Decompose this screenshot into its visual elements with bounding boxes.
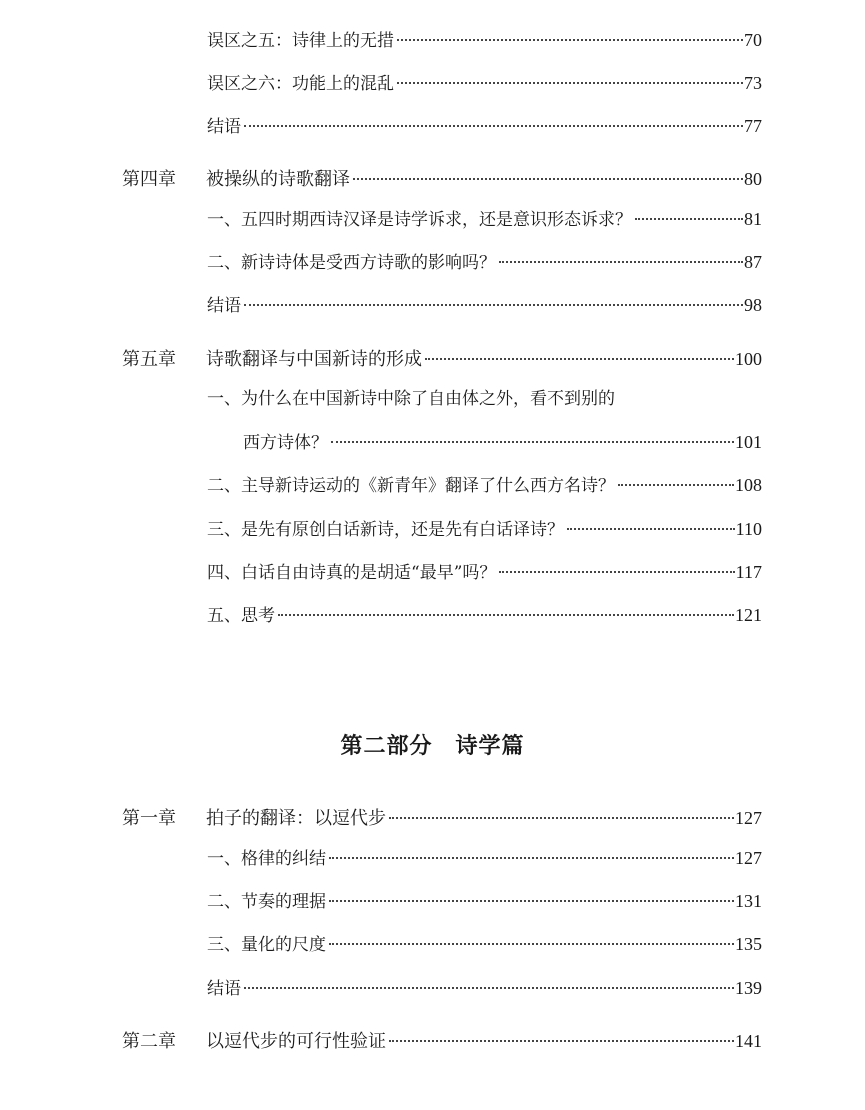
toc-entry [243,430,762,455]
toc-entry-title: 二、节奏的理据 [207,892,326,912]
dot-leader [329,943,734,945]
toc-page-number: 101 [735,432,762,452]
chapter-title: 被操纵的诗歌翻译 [206,169,350,190]
toc-page-number: 73 [744,73,762,93]
toc-page-number: 121 [735,605,762,625]
toc-entry-title: 一、五四时期西诗汉译是诗学诉求，还是意识形态诉求？ [207,210,632,230]
dot-leader [389,1040,734,1042]
toc-page-number: 108 [735,475,762,495]
toc-entry-title: 结语 [207,117,241,137]
part-title: 第二部分 诗学篇 [340,733,525,759]
toc-entry [207,250,762,275]
toc-entry [207,71,762,96]
toc-page-number: 127 [735,808,762,828]
toc-entry-title: 三、量化的尺度 [207,935,326,955]
toc-entry-title: 三、是先有原创白话新诗，还是先有白话译诗？ [207,520,564,540]
toc-entry-title: 二、新诗诗体是受西方诗歌的影响吗？ [207,253,496,273]
toc-chapter-entry [122,1029,762,1054]
toc-entry-title: 结语 [207,979,241,999]
toc-entry [207,976,762,1001]
dot-leader [244,987,734,989]
chapter-number: 第一章 [122,808,176,829]
toc-entry [207,603,762,628]
dot-leader [397,39,743,41]
toc-page-number: 81 [744,209,762,229]
toc-page-number: 127 [735,848,762,868]
toc-entry [207,293,762,318]
toc-entry-title: 结语 [207,296,241,316]
dot-leader [329,857,734,859]
dot-leader [635,218,743,220]
toc-entry [207,889,762,914]
dot-leader [244,304,743,306]
toc-chapter-entry [122,167,762,192]
dot-leader [278,614,734,616]
toc-entry [207,517,762,542]
dot-leader [397,82,743,84]
toc-entry [207,846,762,871]
toc-entry [207,932,762,957]
toc-entry-title-line1: 一、为什么在中国新诗中除了自由体之外，看不到别的 [207,389,615,409]
toc-entry-title: 二、主导新诗运动的《新青年》翻译了什么西方名诗？ [207,476,615,496]
toc-page-number: 77 [744,116,762,136]
dot-leader [499,571,734,573]
toc-page-number: 117 [735,562,762,582]
toc-chapter-entry [122,806,762,831]
chapter-title: 以逗代步的可行性验证 [206,1031,386,1052]
dot-leader [499,261,743,263]
toc-entry [207,473,762,498]
toc-entry-title: 误区之六：功能上的混乱 [207,74,394,94]
toc-page-number: 100 [735,349,762,369]
toc-page-number: 98 [744,295,762,315]
dot-leader [329,900,734,902]
toc-page-number: 70 [744,30,762,50]
toc-page-number: 131 [735,891,762,911]
dot-leader [567,528,735,530]
chapter-number: 第四章 [122,169,176,190]
toc-page-number: 87 [744,252,762,272]
dot-leader [425,358,734,360]
toc-entry [207,560,762,585]
dot-leader [331,441,734,443]
chapter-title: 拍子的翻译：以逗代步 [206,808,386,829]
dot-leader [389,817,734,819]
chapter-number: 第二章 [122,1031,176,1052]
toc-entry-title: 一、格律的纠结 [207,849,326,869]
toc-entry [207,28,762,53]
toc-page-number: 139 [735,978,762,998]
toc-entry-title: 四、白话自由诗真的是胡适“最早”吗？ [207,563,497,583]
chapter-number: 第五章 [122,349,176,370]
dot-leader [618,484,734,486]
dot-leader [353,178,743,180]
toc-page-number: 80 [744,169,762,189]
toc-chapter-entry [122,347,762,372]
toc-page-number: 110 [735,519,762,539]
toc-entry [207,207,762,232]
dot-leader [244,125,743,127]
toc-entry-title-line2: 西方诗体？ [243,433,328,453]
chapter-title: 诗歌翻译与中国新诗的形成 [206,349,422,370]
toc-page-number: 141 [735,1031,762,1051]
toc-entry-title: 五、思考 [207,606,275,626]
toc-page-number: 135 [735,934,762,954]
toc-entry-title: 误区之五：诗律上的无措 [207,31,394,51]
toc-entry [207,114,762,139]
